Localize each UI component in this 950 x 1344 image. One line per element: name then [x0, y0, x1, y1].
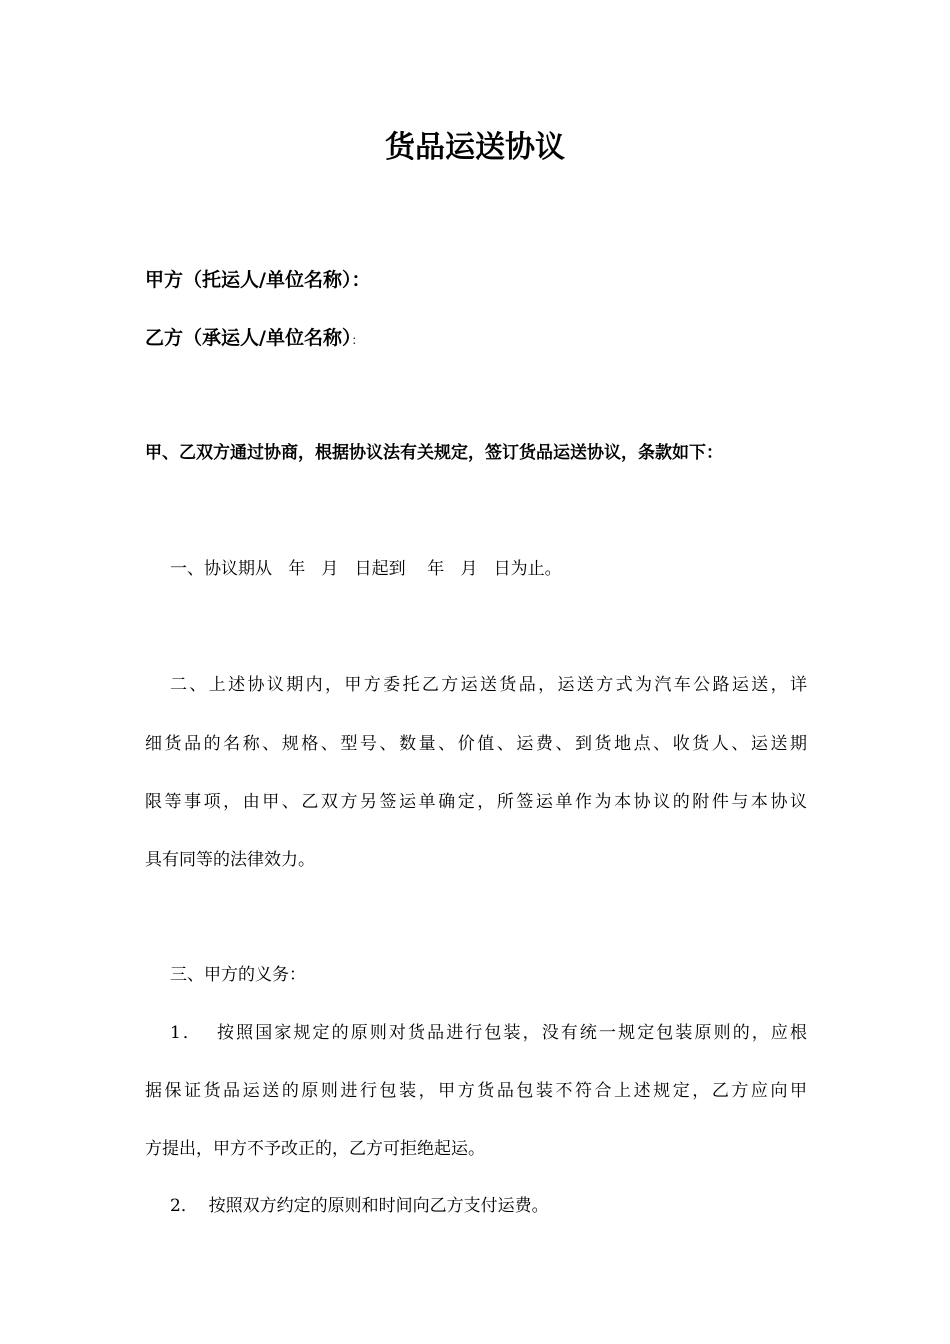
clause-2-line: 细货品的名称、规格、型号、数量、价值、运费、到货地点、收货人、运送期 [145, 734, 807, 754]
clause-3-item-1-line: 1． 按照国家规定的原则对货品进行包装，没有统一规定包装原则的，应根 [170, 1023, 807, 1043]
party-b-colon: ： [351, 333, 364, 347]
intro-paragraph: 甲、乙双方通过协商，根据协议法有关规定，签订货品运送协议，条款如下： [145, 443, 723, 463]
clause-3-item-1-line: 据保证货品运送的原则进行包装，甲方货品包装不符合上述规定，乙方应向甲 [145, 1081, 807, 1101]
party-b-label: 乙方（承运人/单位名称） [145, 327, 352, 349]
clause-2-line: 限等事项，由甲、乙双方另签运单确定，所签运单作为本协议的附件与本协议 [145, 792, 807, 812]
clause-3-item-1-line: 方提出，甲方不予改正的，乙方可拒绝起运。 [145, 1139, 485, 1159]
document-title: 货品运送协议 [385, 130, 565, 165]
clause-3-heading: 三、甲方的义务： [170, 965, 306, 985]
party-a-line: 甲方（托运人/单位名称）： [145, 269, 371, 291]
party-b-line [145, 324, 363, 354]
clause-2-line: 二、上述协议期内，甲方委托乙方运送货品，运送方式为汽车公路运送，详 [170, 675, 807, 695]
clause-3-item-2: 2． 按照双方约定的原则和时间向乙方支付运费。 [170, 1196, 549, 1216]
clause-2-line: 具有同等的法律效力。 [145, 850, 315, 870]
clause-1: 一、协议期从 年 月 日起到 年 月 日为止。 [170, 559, 562, 579]
